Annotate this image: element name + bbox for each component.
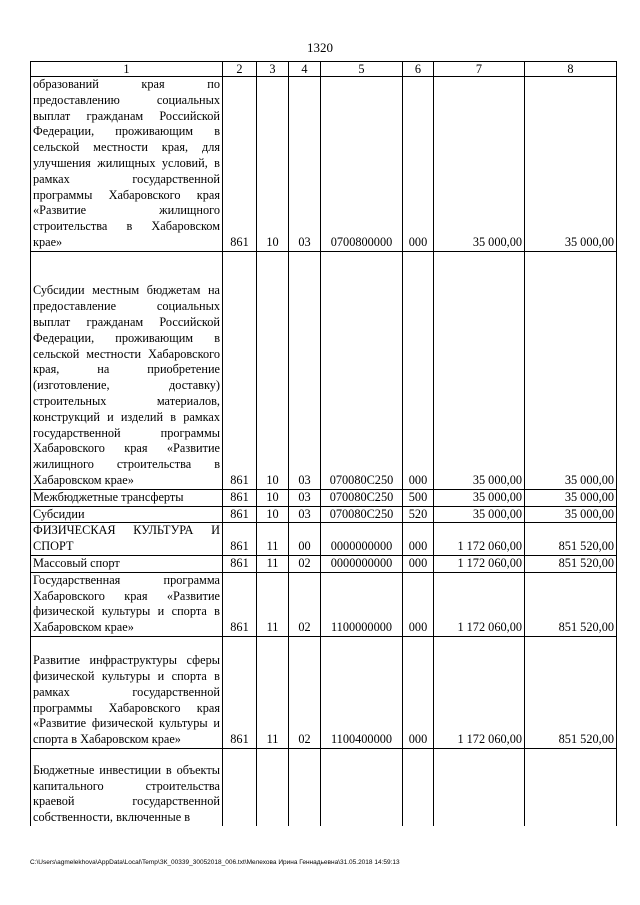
amount-col8: 851 520,00 [525, 636, 617, 748]
amount-col7: 1 172 060,00 [434, 572, 525, 636]
row-name: Бюджетные инвестиции в объекты капитального строительства краевой государственной собственности, включенные в [31, 748, 223, 826]
amount-col7: 35 000,00 [434, 489, 525, 506]
grbs-code: 861 [223, 555, 257, 572]
file-path-footer: C:\Users\agmelekhova\AppData\Local\Temp\ЗК_00339_30052018_006.txt\Мелехова Ирина Геннадьевна\31.05.2018 14:59:13 [30, 859, 400, 866]
target-article-code [321, 748, 403, 826]
section-code [257, 748, 289, 826]
subsection-code: 00 [289, 523, 321, 556]
row-name: Межбюджетные трансферты [31, 489, 223, 506]
row-name: Субсидии [31, 506, 223, 523]
grbs-code: 861 [223, 523, 257, 556]
expense-type-code: 000 [403, 523, 434, 556]
row-name: ФИЗИЧЕСКАЯ КУЛЬТУРА И СПОРТ [31, 523, 223, 556]
section-code: 11 [257, 572, 289, 636]
expense-type-code: 000 [403, 636, 434, 748]
table-row [31, 636, 617, 748]
column-header: 7 [434, 62, 525, 77]
grbs-code: 861 [223, 251, 257, 489]
amount-col8: 851 520,00 [525, 523, 617, 556]
grbs-code [223, 748, 257, 826]
subsection-code: 03 [289, 506, 321, 523]
target-article-code: 1100400000 [321, 636, 403, 748]
amount-col8: 35 000,00 [525, 489, 617, 506]
expense-type-code: 520 [403, 506, 434, 523]
subsection-code: 02 [289, 636, 321, 748]
column-header: 3 [257, 62, 289, 77]
expense-type-code: 500 [403, 489, 434, 506]
table-row [31, 748, 617, 826]
expense-type-code [403, 748, 434, 826]
expense-type-code: 000 [403, 251, 434, 489]
table-row [31, 506, 617, 523]
row-name: Субсидии местным бюджетам на предоставление социальных выплат гражданам Российской Федерации, проживающим в сельской местности Хабаровского края, на приобретение (изготовление, доставку) строительных материалов, конструкций и изделий в рамках государственной программы Хабаровского края «Развитие жилищного строительства в Хабаровском крае» [31, 251, 223, 489]
subsection-code: 02 [289, 555, 321, 572]
table-row [31, 523, 617, 556]
section-code: 10 [257, 489, 289, 506]
amount-col8 [525, 748, 617, 826]
expense-type-code: 000 [403, 77, 434, 252]
table-row [31, 77, 617, 252]
section-code: 10 [257, 77, 289, 252]
section-code: 10 [257, 251, 289, 489]
subsection-code [289, 748, 321, 826]
amount-col7: 35 000,00 [434, 251, 525, 489]
amount-col7: 1 172 060,00 [434, 523, 525, 556]
column-header: 1 [31, 62, 223, 77]
section-code: 11 [257, 636, 289, 748]
expense-type-code: 000 [403, 555, 434, 572]
grbs-code: 861 [223, 77, 257, 252]
amount-col7: 35 000,00 [434, 506, 525, 523]
target-article-code: 070080С250 [321, 489, 403, 506]
table-row [31, 489, 617, 506]
column-header: 4 [289, 62, 321, 77]
amount-col8: 851 520,00 [525, 572, 617, 636]
column-header: 8 [525, 62, 617, 77]
amount-col7: 35 000,00 [434, 77, 525, 252]
amount-col8: 851 520,00 [525, 555, 617, 572]
target-article-code: 0000000000 [321, 523, 403, 556]
amount-col7: 1 172 060,00 [434, 636, 525, 748]
section-code: 10 [257, 506, 289, 523]
row-name: Государственная программа Хабаровского края «Развитие физической культуры и спорта в Хабаровском крае» [31, 572, 223, 636]
target-article-code: 1100000000 [321, 572, 403, 636]
table-row [31, 555, 617, 572]
grbs-code: 861 [223, 506, 257, 523]
section-code: 11 [257, 523, 289, 556]
row-name: Развитие инфраструктуры сферы физической культуры и спорта в рамках государственной программы Хабаровского края «Развитие физической культуры и спорта в Хабаровском крае» [31, 636, 223, 748]
subsection-code: 03 [289, 251, 321, 489]
grbs-code: 861 [223, 489, 257, 506]
grbs-code: 861 [223, 636, 257, 748]
amount-col7 [434, 748, 525, 826]
expense-type-code: 000 [403, 572, 434, 636]
amount-col8: 35 000,00 [525, 251, 617, 489]
row-name: Массовый спорт [31, 555, 223, 572]
subsection-code: 02 [289, 572, 321, 636]
header-row [31, 62, 617, 77]
target-article-code: 0700800000 [321, 77, 403, 252]
table-row [31, 251, 617, 489]
subsection-code: 03 [289, 77, 321, 252]
target-article-code: 070080С250 [321, 506, 403, 523]
grbs-code: 861 [223, 572, 257, 636]
subsection-code: 03 [289, 489, 321, 506]
column-header: 2 [223, 62, 257, 77]
target-article-code: 0000000000 [321, 555, 403, 572]
amount-col8: 35 000,00 [525, 77, 617, 252]
row-name: образований края по предоставлению социальных выплат гражданам Российской Федерации, проживающим в сельской местности края, для улучшения жилищных условий, в рамках государственной программы Хабаровского края «Развитие жилищного строительства в Хабаровском крае» [31, 77, 223, 252]
budget-table [30, 61, 617, 826]
section-code: 11 [257, 555, 289, 572]
table-row [31, 572, 617, 636]
column-header: 5 [321, 62, 403, 77]
amount-col8: 35 000,00 [525, 506, 617, 523]
amount-col7: 1 172 060,00 [434, 555, 525, 572]
page-number: 1320 [307, 40, 333, 55]
target-article-code: 070080С250 [321, 251, 403, 489]
column-header: 6 [403, 62, 434, 77]
